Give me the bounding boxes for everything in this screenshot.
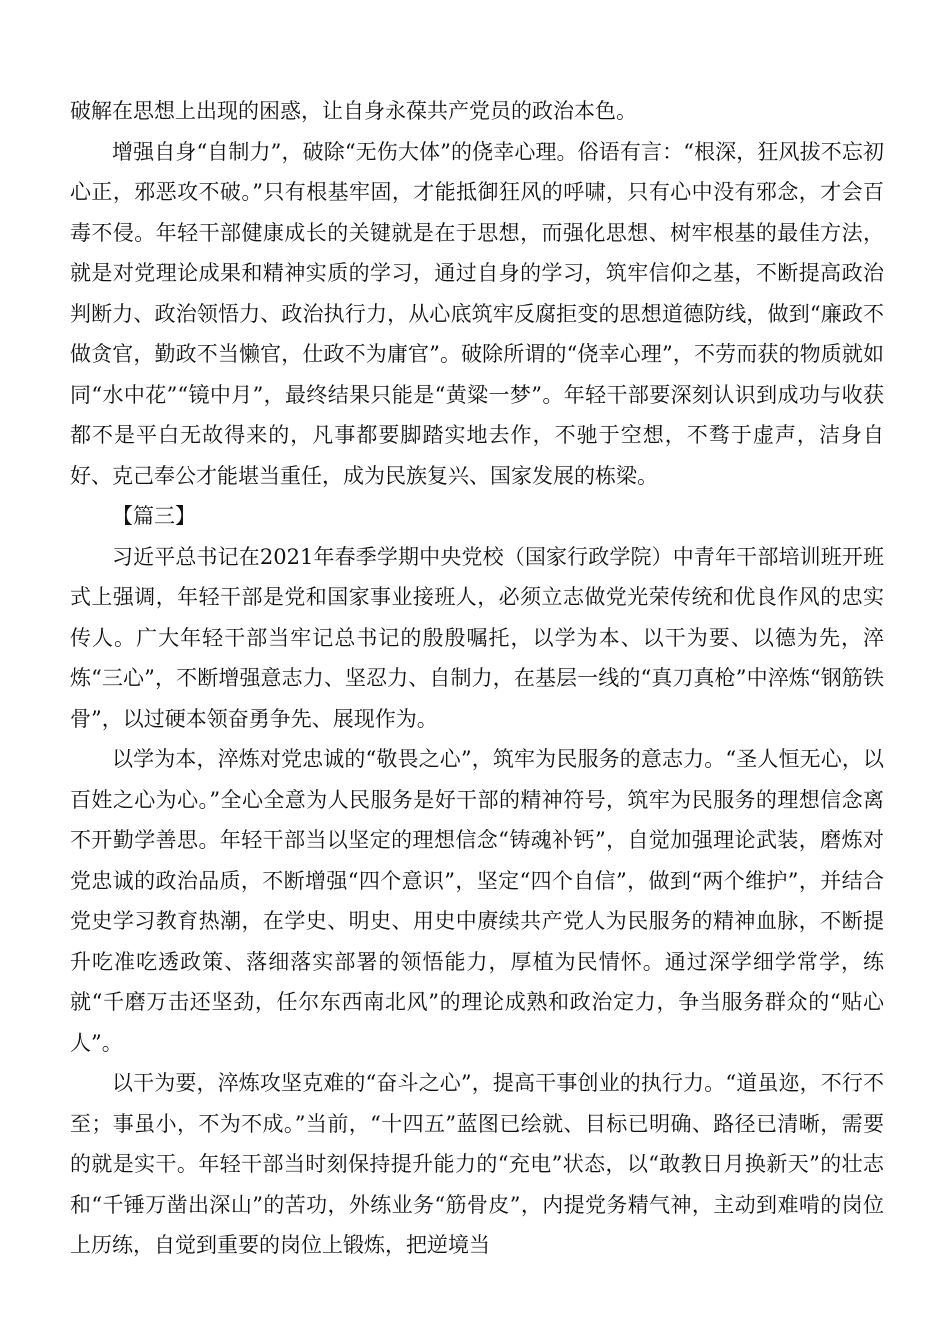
section-heading: 【篇三】: [112, 504, 196, 528]
paragraph-continuation: 破解在思想上出现的困惑，让自身永葆共产党员的政治本色。: [70, 99, 637, 123]
paragraph-learning: 以学为本，淬炼对党忠诚的“敬畏之心”，筑牢为民服务的意志力。“圣人恒无心，以百姓之心为心。”全心全意为人民服务是好干部的精神符号，筑牢为民服务的理想信念离不开勤学善思。年轻干部当以坚定的理想信念“铸魂补钙”，自觉加强理论武装，磨炼对党忠诚的政治品质，不断增强“四个意识”，坚定“四个自信”，做到“两个维护”，并结合党史学习教育热潮，在学史、明史、用史中赓续共产党人为民服务的精神血脉，不断提升吃准吃透政策、落细落实部署的领悟能力，厚植为民情怀。通过深学细学常学，练就“千磨万击还坚劲，任尔东西南北风”的理论成熟和政治定力，争当服务群众的“贴心人”。: [70, 747, 884, 1055]
paragraph-intro: 习近平总书记在2021年春季学期中央党校（国家行政学院）中青年干部培训班开班式上强调，年轻干部是党和国家事业接班人，必须立志做党光荣传统和优良作风的忠实传人。广大年轻干部当牢记总书记的殷殷嘱托，以学为本、以干为要、以德为先，淬炼“三心”，不断增强意志力、坚忍力、自制力，在基层一线的“真刀真枪”中淬炼“钢筋铁骨”，以过硬本领奋勇争先、展现作为。: [70, 544, 884, 731]
paragraph-action: 以干为要，淬炼攻坚克难的“奋斗之心”，提高干事创业的执行力。“道虽迩，不行不至；事虽小，不为不成。”当前，“十四五”蓝图已绘就、目标已明确、路径已清晰，需要的就是实干。年轻干部当时刻保持提升能力的“充电”状态，以“敢教日月换新天”的壮志和“千锤万凿出深山”的苦功，外练业务“筋骨皮”，内提党务精气神，主动到难啃的岗位上历练，自觉到重要的岗位上锻炼，把逆境当: [70, 1071, 884, 1257]
document-page: [70, 91, 884, 1266]
paragraph-self-discipline: 增强自身“自制力”，破除“无伤大体”的侥幸心理。俗语有言：“根深，狂风拔不忘初心正，邪恶攻不破。”只有根基牢固，才能抵御狂风的呼啸，只有心中没有邪念，才会百毒不侵。年轻干部健康成长的关键就是在于思想，而强化思想、树牢根基的最佳方法，就是对党理论成果和精神实质的学习，通过自身的学习，筑牢信仰之基，不断提高政治判断力、政治领悟力、政治执行力，从心底筑牢反腐拒变的思想道德防线，做到“廉政不做贪官，勤政不当懒官，仕政不为庸官”。破除所谓的“侥幸心理”，不劳而获的物质就如同“水中花”“镜中月”，最终结果只能是“黄粱一梦”。年轻干部要深刻认识到成功与收获都不是平白无故得来的，凡事都要脚踏实地去作，不驰于空想，不骛于虚声，洁身自好、克己奉公才能堪当重任，成为民族复兴、国家发展的栋梁。: [70, 139, 884, 488]
